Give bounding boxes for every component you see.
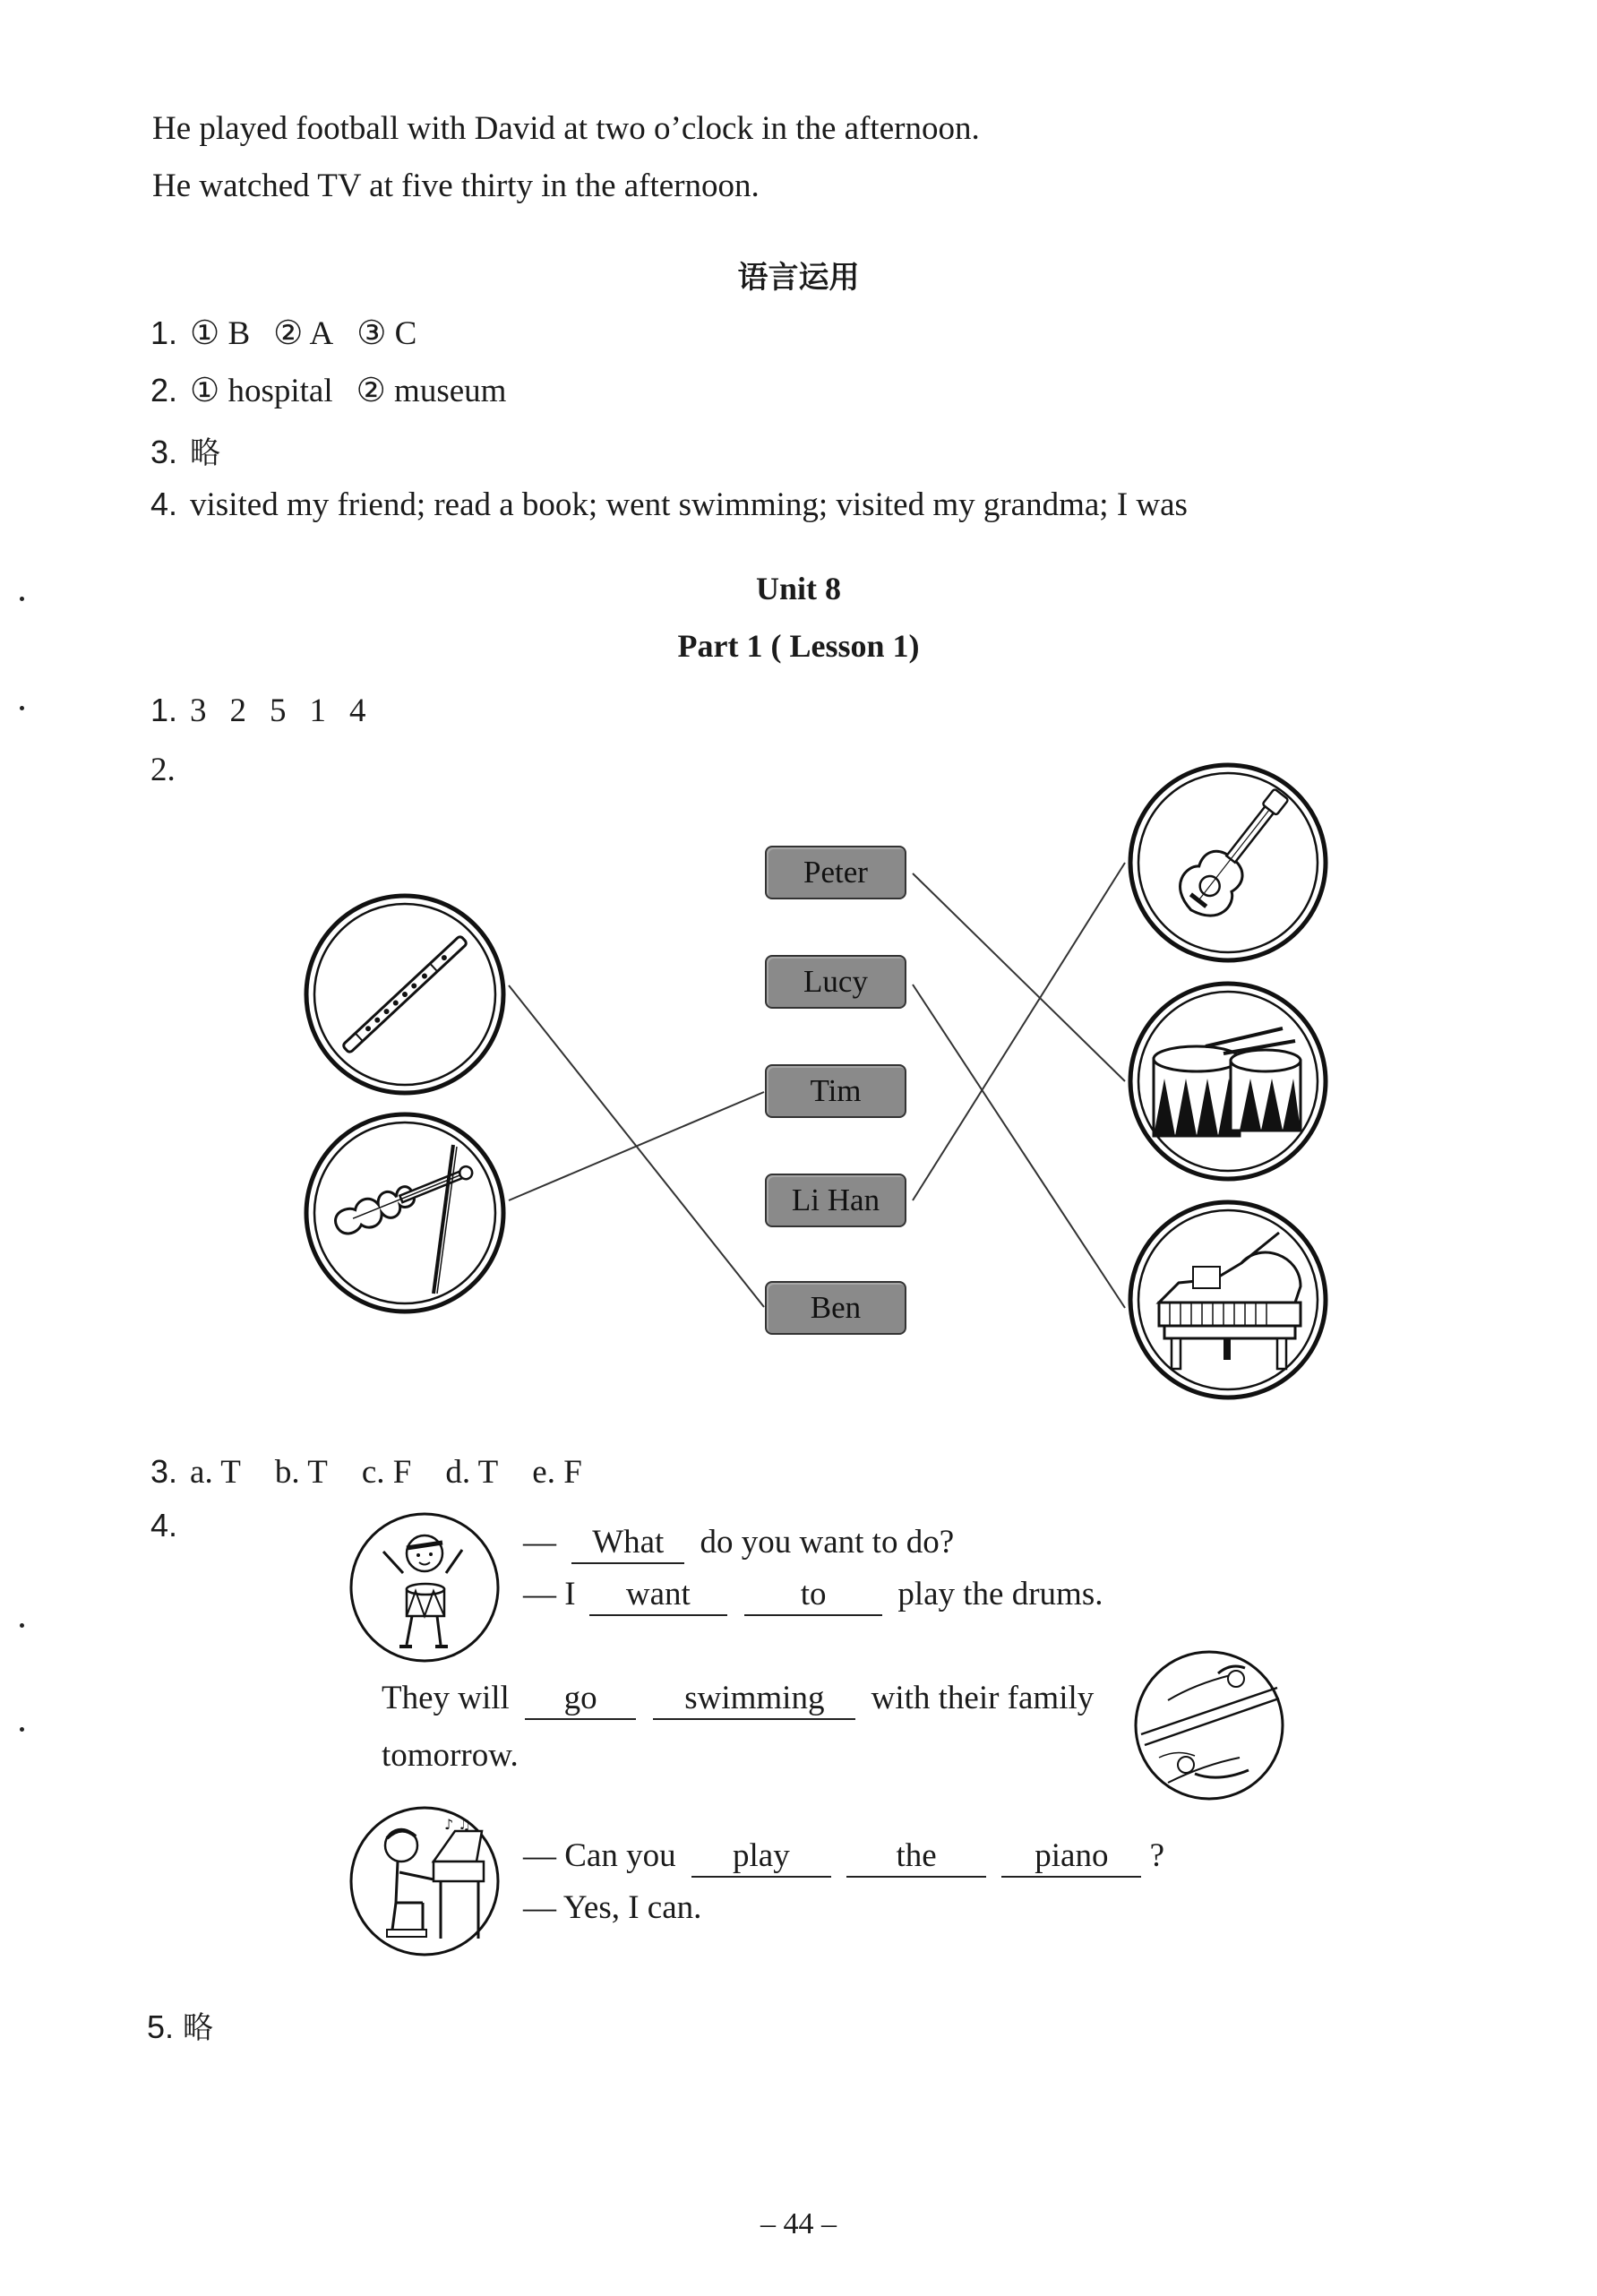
dialogue-1-line-2 — [523, 1575, 1103, 1616]
answer-blank: to — [744, 1577, 882, 1616]
pianist-boy-icon — [348, 1804, 502, 1958]
item-text: visited my friend; read a book; went swimming; visited my grandma; I was — [190, 486, 1188, 523]
dialogue-3-line-1 — [523, 1836, 1164, 1878]
answer-blank: swimming — [653, 1681, 855, 1720]
answer-blank: play — [691, 1838, 831, 1878]
sentence-text: with their family — [871, 1680, 1095, 1716]
part-title: Part 1 ( Lesson 1) — [677, 628, 920, 664]
answer: 5 — [270, 692, 287, 729]
answer: a. T — [190, 1454, 241, 1491]
unit-title: Unit 8 — [755, 571, 841, 606]
drummer-boy-icon — [348, 1510, 502, 1664]
question-mark: ? — [1149, 1837, 1165, 1874]
question-5 — [147, 2003, 213, 2047]
answer: e. F — [532, 1454, 582, 1491]
answer-blank: the — [846, 1838, 986, 1878]
answer-blank: piano — [1001, 1838, 1141, 1878]
sentence-text: — Can you — [523, 1837, 676, 1874]
dialogue-3-line-2: — Yes, I can. — [523, 1889, 702, 1926]
dialogue-2-line-2: tomorrow. — [382, 1737, 519, 1774]
page-number: – 44 – — [760, 2207, 837, 2240]
item-text: 略 — [190, 435, 221, 471]
name-box-peter: Peter — [765, 846, 906, 899]
item-number: 1. — [150, 314, 178, 351]
answer-blank: What — [571, 1525, 684, 1564]
name-box-ben: Ben — [765, 1281, 906, 1335]
item-number: 2. — [150, 372, 178, 408]
question-number: 5. — [147, 2008, 175, 2045]
question-number: 3. — [150, 1453, 178, 1490]
answer: c. F — [361, 1454, 412, 1491]
section-title: 语言运用 — [737, 260, 860, 296]
item-part: ② A — [273, 315, 334, 352]
sentence-text: They will — [382, 1680, 510, 1716]
sentence-text: do you want to do? — [700, 1524, 955, 1561]
question-4-number: 4. — [150, 1507, 178, 1544]
question-2-number: 2. — [150, 752, 176, 788]
dialogue-2-line-1 — [382, 1679, 1094, 1720]
answer: 3 — [190, 692, 207, 729]
answer: b. T — [274, 1454, 328, 1491]
item-part: ③ C — [356, 315, 417, 352]
svg-text:♪ ♫: ♪ ♫ — [444, 1816, 471, 1833]
item-part: ② museum — [356, 373, 507, 409]
swimmers-icon — [1132, 1648, 1286, 1802]
answer: 略 — [183, 2010, 214, 2046]
sentence-text: — I — [523, 1576, 576, 1612]
name-box-li-han: Li Han — [765, 1174, 906, 1227]
answer-blank: go — [525, 1681, 636, 1720]
answer-blank: want — [589, 1577, 727, 1616]
dash: — — [523, 1524, 556, 1561]
answer-line-1: He played football with David at two o’clock in the afternoon. — [152, 110, 980, 147]
question-number: 1. — [150, 692, 178, 728]
sentence-text: play the drums. — [897, 1576, 1103, 1612]
item-part: ① hospital — [190, 373, 333, 409]
answer: d. T — [445, 1454, 499, 1491]
answer: 4 — [349, 692, 366, 729]
answer: 2 — [229, 692, 247, 729]
name-box-tim: Tim — [765, 1064, 906, 1118]
answer-line-2: He watched TV at five thirty in the afternoon. — [152, 168, 760, 204]
piano-icon — [1125, 1197, 1331, 1403]
guitar-icon — [1125, 760, 1331, 966]
item-number: 3. — [150, 434, 178, 470]
name-box-lucy: Lucy — [765, 955, 906, 1009]
item-part: ① B — [190, 315, 251, 352]
flute-icon — [301, 890, 509, 1098]
dialogue-1-line-1 — [523, 1523, 954, 1564]
question-3 — [150, 1453, 582, 1492]
drums-icon — [1125, 978, 1331, 1184]
answer: 1 — [309, 692, 327, 729]
violin-icon — [301, 1109, 509, 1317]
item-number: 4. — [150, 486, 178, 522]
